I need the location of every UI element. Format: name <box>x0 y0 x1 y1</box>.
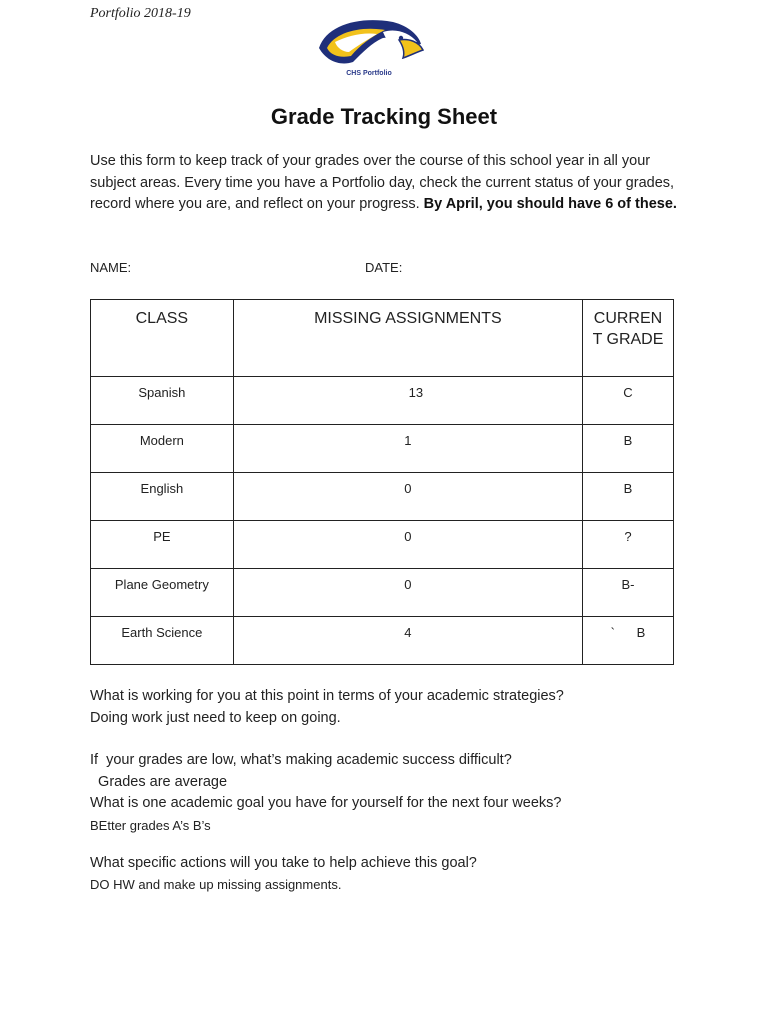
answer-3: BEtter grades A’s B’s <box>90 818 211 833</box>
grade-table <box>90 299 674 665</box>
intro-paragraph <box>90 151 690 216</box>
class-cell: Earth Science <box>91 617 234 665</box>
logo-caption: CHS Portfolio <box>346 70 392 77</box>
page-title: Grade Tracking Sheet <box>270 104 498 129</box>
header-missing-assignments: MISSING ASSIGNMENTS <box>233 300 582 377</box>
missing-cell: 0 <box>233 569 582 617</box>
missing-cell <box>233 377 582 425</box>
class-cell: Spanish <box>91 377 234 425</box>
table-row <box>91 425 674 473</box>
question-4: What specific actions will you take to help achieve this goal? <box>90 855 477 871</box>
header-current-grade <box>583 300 674 377</box>
missing-value: 13 <box>408 385 424 400</box>
missing-cell: 0 <box>233 473 582 521</box>
table-row <box>91 617 674 665</box>
grade-cell: B <box>583 473 674 521</box>
portfolio-year-note: Portfolio 2018-19 <box>90 6 191 21</box>
class-cell: PE <box>91 521 234 569</box>
answer-4: DO HW and make up missing assignments. <box>90 877 342 892</box>
table-row <box>91 521 674 569</box>
answer-2: Grades are average <box>90 774 228 790</box>
grade-cell: C <box>583 377 674 425</box>
intro-bold-deadline: By April, you should have 6 of these. <box>423 196 677 212</box>
grade-cell: B <box>583 425 674 473</box>
answer-1: Doing work just need to keep on going. <box>90 710 341 726</box>
table-header-row <box>91 300 674 377</box>
question-3: What is one academic goal you have for yourself for the next four weeks? <box>90 795 562 811</box>
grade-cell: B- <box>583 569 674 617</box>
question-2: If your grades are low, what’s making academic success difficult? <box>90 752 512 768</box>
missing-cell: 0 <box>233 521 582 569</box>
class-cell: Modern <box>91 425 234 473</box>
class-cell: Plane Geometry <box>91 569 234 617</box>
class-cell: English <box>91 473 234 521</box>
date-label: DATE: <box>365 260 403 275</box>
table-row <box>91 473 674 521</box>
intro-text: Use this form to keep track of your grades over the course of this school year in all your subject areas. Every time you have a Portfolio day, check the current status of your grades, record where you are, and reflect on your progress. <box>90 153 675 212</box>
header-class: CLASS <box>91 300 234 377</box>
table-row <box>91 377 674 425</box>
grade-cell: ` B <box>583 617 674 665</box>
missing-cell: 1 <box>233 425 582 473</box>
header-current-grade-text: CURREN T GRADE <box>592 310 664 348</box>
grade-cell: ? <box>583 521 674 569</box>
question-1: What is working for you at this point in terms of your academic strategies? <box>90 688 564 704</box>
name-label: NAME: <box>90 260 132 275</box>
missing-cell: 4 <box>233 617 582 665</box>
table-row <box>91 569 674 617</box>
